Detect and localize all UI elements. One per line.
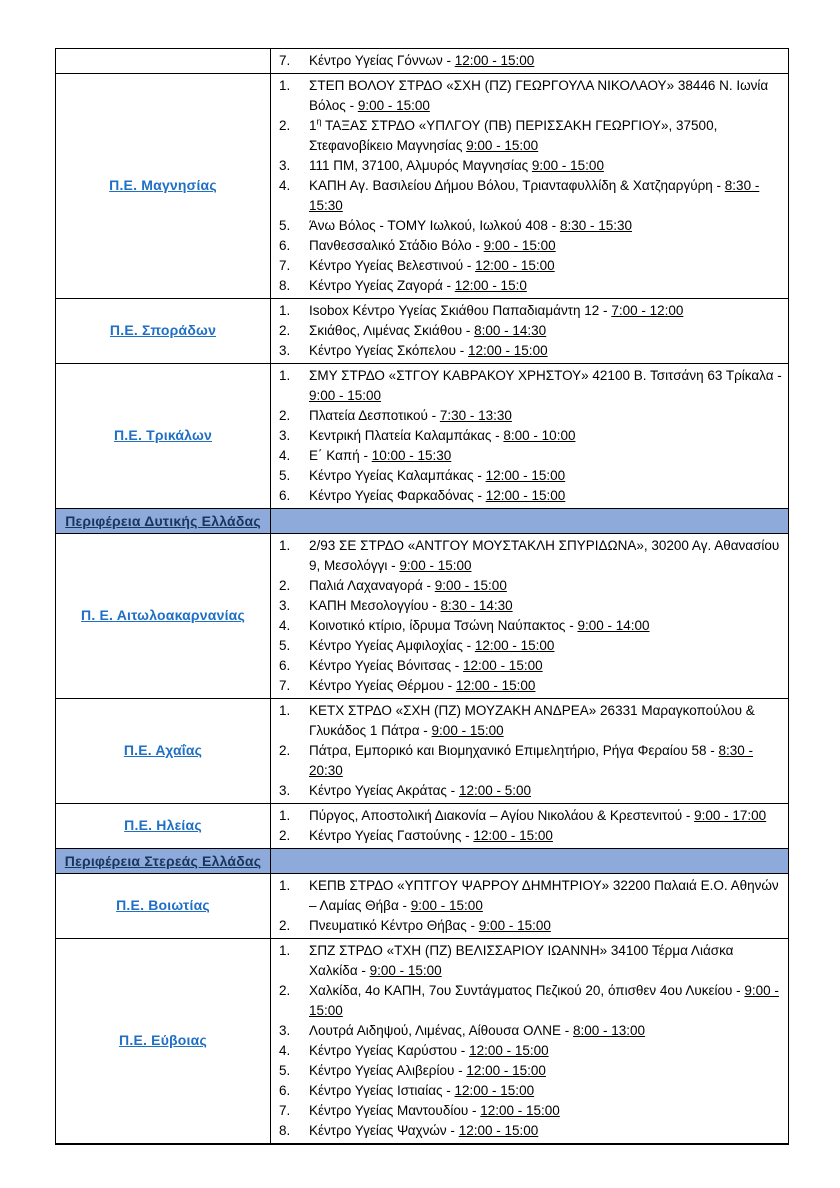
item-text: Ε΄ Καπή - 10:00 - 15:30 (309, 448, 452, 463)
item-hours: 9:00 - 15:00 (478, 918, 551, 933)
item-text: Άνω Βόλος - ΤΟΜΥ Ιωλκού, Ιωλκού 408 - 8:30 - 15:30 (309, 218, 632, 233)
location-item (279, 51, 782, 71)
region-label-link[interactable]: Π.Ε. Εύβοιας (119, 1032, 207, 1048)
item-number: 4. (279, 178, 291, 193)
section-header-label: Περιφέρεια Στερεάς Ελλάδας (56, 849, 271, 874)
location-item (279, 1081, 782, 1101)
item-number: 1. (279, 703, 291, 718)
item-hours: 9:00 - 15:00 (309, 983, 779, 1018)
item-text: ΣΠΖ ΣΤΡΔΟ «ΤΧΗ (ΠΖ) ΒΕΛΙΣΣΑΡΙΟΥ ΙΩΑΝΝΗ» 34100 Τέρμα Λιάσκα Χαλκίδα - 9:00 - 15:00 (309, 943, 734, 978)
item-number: 6. (279, 238, 291, 253)
item-hours: 12:00 - 15:00 (468, 343, 548, 358)
location-item (279, 366, 782, 406)
section-header-spacer (271, 509, 789, 534)
region-row (56, 939, 789, 1145)
item-text: Σκιάθος, Λιμένας Σκιάθου - 8:00 - 14:30 (309, 323, 547, 338)
location-item (279, 656, 782, 676)
section-header-row (56, 509, 789, 534)
location-item (279, 826, 782, 846)
location-item (279, 676, 782, 696)
item-hours: 9:00 - 15:00 (357, 98, 430, 113)
regions-schedule-table (55, 48, 789, 1145)
location-item (279, 636, 782, 656)
region-row (56, 74, 789, 299)
item-text: Κέντρο Υγείας Ψαχνών - 12:00 - 15:00 (309, 1123, 539, 1138)
region-label-link[interactable]: Π.Ε. Μαγνησίας (109, 177, 217, 193)
location-item (279, 341, 782, 361)
region-row (56, 364, 789, 509)
item-hours: 12:00 - 15:00 (485, 468, 566, 483)
location-item (279, 616, 782, 636)
location-item (279, 941, 782, 981)
item-number: 5. (279, 218, 291, 233)
item-number: 5. (279, 1063, 291, 1078)
location-item (279, 486, 782, 506)
region-cell (56, 534, 271, 699)
locations-cell (271, 74, 789, 299)
region-label-link[interactable]: Π.Ε. Αχαΐας (123, 742, 203, 758)
item-number: 7. (279, 1103, 291, 1118)
item-hours: 12:00 - 15:00 (454, 1083, 535, 1098)
item-text: Κέντρο Υγείας Φαρκαδόνας - 12:00 - 15:00 (309, 488, 566, 503)
item-number: 3. (279, 343, 291, 358)
item-text: Κέντρο Υγείας Καλαμπάκας - 12:00 - 15:00 (309, 468, 566, 483)
item-number: 1. (279, 878, 291, 893)
item-text: Κέντρο Υγείας Αμφιλοχίας - 12:00 - 15:00 (309, 638, 555, 653)
region-cell (56, 299, 271, 364)
item-text: $1^\eta$ ΤΑΞΑΣ ΣΤΡΔΟ «ΥΠΛΓΟΥ (ΠΒ) ΠΕΡΙΣΣΑΚΗ ΓΕΩΡΓΙΟΥ», 37500, Στεφανοβίκειο Μαγνησίας 9:00 - 15:00 (309, 116, 718, 153)
item-hours: 9:00 - 15:00 (410, 898, 483, 913)
item-text: 2/93 ΣΕ ΣΤΡΔΟ «ΑΝΤΓΟΥ ΜΟΥΣΤΑΚΛΗ ΣΠΥΡΙΔΩΝΑ», 30200 Αγ. Αθανασίου 9, Μεσολόγγι - 9:00 - 15:00 (309, 538, 780, 573)
item-text: Isobox Κέντρο Υγείας Σκιάθου Παπαδιαμάντη 12 - 7:00 - 12:00 (309, 303, 684, 318)
location-item (279, 176, 782, 216)
item-hours: 12:00 - 15:00 (473, 828, 553, 843)
locations-cell (271, 874, 789, 939)
item-hours: 9:00 - 17:00 (694, 808, 767, 823)
item-hours: 8:30 - 15:30 (559, 218, 632, 233)
locations-cell (271, 804, 789, 849)
item-number: 4. (279, 448, 291, 463)
item-number: 6. (279, 658, 291, 673)
item-text: Πάτρα, Εμπορικό και Βιομηχανικό Επιμελητήριο, Ρήγα Φεραίου 58 - 8:30 - 20:30 (309, 743, 754, 778)
location-item (279, 426, 782, 446)
location-item (279, 806, 782, 826)
location-item (279, 1101, 782, 1121)
region-label-link[interactable]: Π. Ε. Αιτωλοακαρνανίας (81, 607, 245, 623)
region-row (56, 49, 789, 74)
location-item (279, 596, 782, 616)
item-number: 2. (279, 983, 291, 998)
item-number: 7. (279, 53, 291, 68)
item-hours: 12:00 - 15:0 (454, 278, 527, 293)
item-number: 2. (279, 118, 291, 133)
item-hours: 8:30 - 14:30 (440, 598, 513, 613)
item-hours: 12:00 - 5:00 (458, 783, 531, 798)
location-item (279, 741, 782, 781)
location-item (279, 876, 782, 916)
item-hours: 8:00 - 10:00 (503, 428, 576, 443)
location-item (279, 1121, 782, 1141)
item-text: ΣΜΥ ΣΤΡΔΟ «ΣΤΓΟΥ ΚΑΒΡΑΚΟΥ ΧΡΗΣΤΟΥ» 42100 Β. Τσιτσάνη 63 Τρίκαλα - 9:00 - 15:00 (309, 368, 782, 403)
item-text: Πνευματικό Κέντρο Θήβας - 9:00 - 15:00 (309, 918, 551, 933)
item-hours: 12:00 - 15:00 (466, 1063, 546, 1078)
item-number: 2. (279, 743, 291, 758)
item-number: 3. (279, 428, 291, 443)
section-header-row (56, 849, 789, 874)
item-text: Πλατεία Δεσποτικού - 7:30 - 13:30 (309, 408, 512, 423)
item-text: ΚΕΠΒ ΣΤΡΔΟ «ΥΠΤΓΟΥ ΨΑΡΡΟΥ ΔΗΜΗΤΡΙΟΥ» 32200 Παλαιά Ε.Ο. Αθηνών – Λαμίας Θήβα - 9:00 - 15:00 (309, 878, 779, 913)
location-item (279, 301, 782, 321)
item-hours: 9:00 - 14:00 (577, 618, 650, 633)
location-item (279, 446, 782, 466)
item-number: 5. (279, 638, 291, 653)
region-label-link[interactable]: Π.Ε. Τρικάλων (114, 427, 212, 443)
item-text: ΚΕΤΧ ΣΤΡΔΟ «ΣΧΗ (ΠΖ) ΜΟΥΖΑΚΗ ΑΝΔΡΕΑ» 26331 Μαραγκοπούλου & Γλυκάδος 1 Πάτρα - 9:00 - 15:00 (309, 703, 755, 738)
item-text: Κεντρική Πλατεία Καλαμπάκας - 8:00 - 10:00 (309, 428, 576, 443)
region-cell (56, 74, 271, 299)
location-item (279, 276, 782, 296)
region-label-link[interactable]: Π.Ε. Ηλείας (124, 817, 202, 833)
region-label-link[interactable]: Π.Ε. Σποράδων (109, 322, 217, 338)
item-text: Κέντρο Υγείας Βόνιτσας - 12:00 - 15:00 (309, 658, 543, 673)
item-hours: 10:00 - 15:30 (371, 448, 452, 463)
item-hours: 12:00 - 15:00 (469, 1043, 549, 1058)
item-text: Χαλκίδα, 4ο ΚΑΠΗ, 7ου Συντάγματος Πεζικού 20, όπισθεν 4ου Λυκείου - 9:00 - 15:00 (309, 983, 779, 1018)
superscript-ordinal: η (316, 116, 322, 127)
item-number: 1. (279, 943, 291, 958)
item-text: Κέντρο Υγείας Γαστούνης - 12:00 - 15:00 (309, 828, 553, 843)
item-text: Κέντρο Υγείας Βελεστινού - 12:00 - 15:00 (309, 258, 555, 273)
item-number: 3. (279, 1023, 291, 1038)
locations-cell (271, 364, 789, 509)
item-number: 1. (279, 303, 291, 318)
item-number: 1. (279, 78, 291, 93)
item-text: Παλιά Λαχαναγορά - 9:00 - 15:00 (309, 578, 507, 593)
item-text: Κέντρο Υγείας Θέρμου - 12:00 - 15:00 (309, 678, 536, 693)
item-number: 5. (279, 468, 291, 483)
item-text: Κέντρο Υγείας Ιστιαίας - 12:00 - 15:00 (309, 1083, 535, 1098)
section-header-spacer (271, 849, 789, 874)
locations-cell (271, 299, 789, 364)
item-hours: 8:00 - 13:00 (572, 1023, 646, 1038)
locations-cell (271, 939, 789, 1145)
item-hours: 12:00 - 15:00 (474, 638, 555, 653)
item-hours: 12:00 - 15:00 (485, 488, 566, 503)
location-item (279, 701, 782, 741)
item-hours: 9:00 - 15:00 (369, 963, 442, 978)
item-hours: 9:00 - 15:00 (399, 558, 472, 573)
region-cell (56, 49, 271, 74)
item-hours: 12:00 - 15:00 (455, 678, 536, 693)
location-item (279, 1021, 782, 1041)
item-hours: 9:00 - 15:00 (431, 723, 504, 738)
item-number: 7. (279, 678, 291, 693)
region-row (56, 804, 789, 849)
item-number: 8. (279, 278, 291, 293)
item-number: 2. (279, 578, 291, 593)
item-number: 3. (279, 598, 291, 613)
location-item (279, 981, 782, 1021)
location-item (279, 916, 782, 936)
item-hours: 9:00 - 15:00 (309, 388, 382, 403)
item-number: 8. (279, 1123, 291, 1138)
location-item (279, 781, 782, 801)
item-hours: 8:30 - 20:30 (309, 743, 754, 778)
region-row (56, 534, 789, 699)
location-item (279, 1061, 782, 1081)
item-number: 2. (279, 918, 291, 933)
item-hours: 9:00 - 15:00 (531, 158, 604, 173)
item-text: Κέντρο Υγείας Μαντουδίου - 12:00 - 15:00 (309, 1103, 560, 1118)
item-hours: 12:00 - 15:00 (454, 53, 535, 68)
item-hours: 12:00 - 15:00 (475, 258, 555, 273)
region-row (56, 699, 789, 804)
item-text: Κέντρο Υγείας Γόννων - 12:00 - 15:00 (309, 53, 535, 68)
region-row (56, 299, 789, 364)
location-item (279, 236, 782, 256)
item-hours: 9:00 - 15:00 (434, 578, 507, 593)
item-hours: 8:30 - 15:30 (309, 178, 760, 213)
item-number: 3. (279, 783, 291, 798)
location-item (279, 256, 782, 276)
item-number: 4. (279, 618, 291, 633)
region-row (56, 874, 789, 939)
locations-cell (271, 699, 789, 804)
item-text: Κέντρο Υγείας Καρύστου - 12:00 - 15:00 (309, 1043, 549, 1058)
region-cell (56, 804, 271, 849)
item-number: 1. (279, 368, 291, 383)
item-text: Κέντρο Υγείας Ακράτας - 12:00 - 5:00 (309, 783, 531, 798)
locations-cell (271, 49, 789, 74)
item-text: Πανθεσσαλικό Στάδιο Βόλο - 9:00 - 15:00 (309, 238, 556, 253)
item-hours: 12:00 - 15:00 (463, 658, 543, 673)
location-item (279, 466, 782, 486)
location-item (279, 216, 782, 236)
item-hours: 12:00 - 15:00 (480, 1103, 560, 1118)
item-number: 4. (279, 1043, 291, 1058)
location-item (279, 156, 782, 176)
item-text: 111 ΠΜ, 37100, Αλμυρός Μαγνησίας 9:00 - 15:00 (309, 158, 604, 173)
region-cell (56, 699, 271, 804)
item-hours: 12:00 - 15:00 (458, 1123, 539, 1138)
item-number: 1. (279, 808, 291, 823)
location-item (279, 576, 782, 596)
location-item (279, 116, 782, 156)
item-number: 2. (279, 408, 291, 423)
item-number: 1. (279, 538, 291, 553)
item-text: ΚΑΠΗ Μεσολογγίου - 8:30 - 14:30 (309, 598, 513, 613)
region-cell (56, 364, 271, 509)
item-number: 6. (279, 1083, 291, 1098)
item-text: ΚΑΠΗ Αγ. Βασιλείου Δήμου Βόλου, Τριανταφυλλίδη & Χατζηαργύρη - 8:30 - 15:30 (309, 178, 760, 213)
item-number: 7. (279, 258, 291, 273)
item-number: 2. (279, 323, 291, 338)
location-item (279, 321, 782, 341)
item-hours: 7:00 - 12:00 (611, 303, 684, 318)
region-label-link[interactable]: Π.Ε. Βοιωτίας (116, 897, 210, 913)
item-text: Κοινοτικό κτίριο, ίδρυμα Τσώνη Ναύπακτος - 9:00 - 14:00 (309, 618, 650, 633)
location-item (279, 536, 782, 576)
item-number: 3. (279, 158, 291, 173)
item-text: Κέντρο Υγείας Αλιβερίου - 12:00 - 15:00 (309, 1063, 546, 1078)
section-header-label: Περιφέρεια Δυτικής Ελλάδας (56, 509, 271, 534)
item-hours: 8:00 - 14:30 (474, 323, 547, 338)
item-number: 6. (279, 488, 291, 503)
item-text: ΣΤΕΠ ΒΟΛΟΥ ΣΤΡΔΟ «ΣΧΗ (ΠΖ) ΓΕΩΡΓΟΥΛΑ ΝΙΚΟΛΑΟΥ» 38446 Ν. Ιωνία Βόλος - 9:00 - 15:00 (309, 78, 769, 113)
item-text: Κέντρο Υγείας Σκόπελου - 12:00 - 15:00 (309, 343, 548, 358)
location-item (279, 76, 782, 116)
item-text: Κέντρο Υγείας Ζαγορά - 12:00 - 15:0 (309, 278, 527, 293)
locations-cell (271, 534, 789, 699)
item-number: 2. (279, 828, 291, 843)
location-item (279, 406, 782, 426)
item-hours: 7:30 - 13:30 (439, 408, 512, 423)
item-hours: 9:00 - 15:00 (466, 138, 539, 153)
region-cell (56, 939, 271, 1145)
region-cell (56, 874, 271, 939)
item-hours: 9:00 - 15:00 (483, 238, 556, 253)
item-text: Πύργος, Αποστολική Διακονία – Αγίου Νικολάου & Κρεστενιτού - 9:00 - 17:00 (309, 808, 767, 823)
location-item (279, 1041, 782, 1061)
item-text: Λουτρά Αιδηψού, Λιμένας, Αίθουσα ΟΛΝΕ - 8:00 - 13:00 (309, 1023, 646, 1038)
